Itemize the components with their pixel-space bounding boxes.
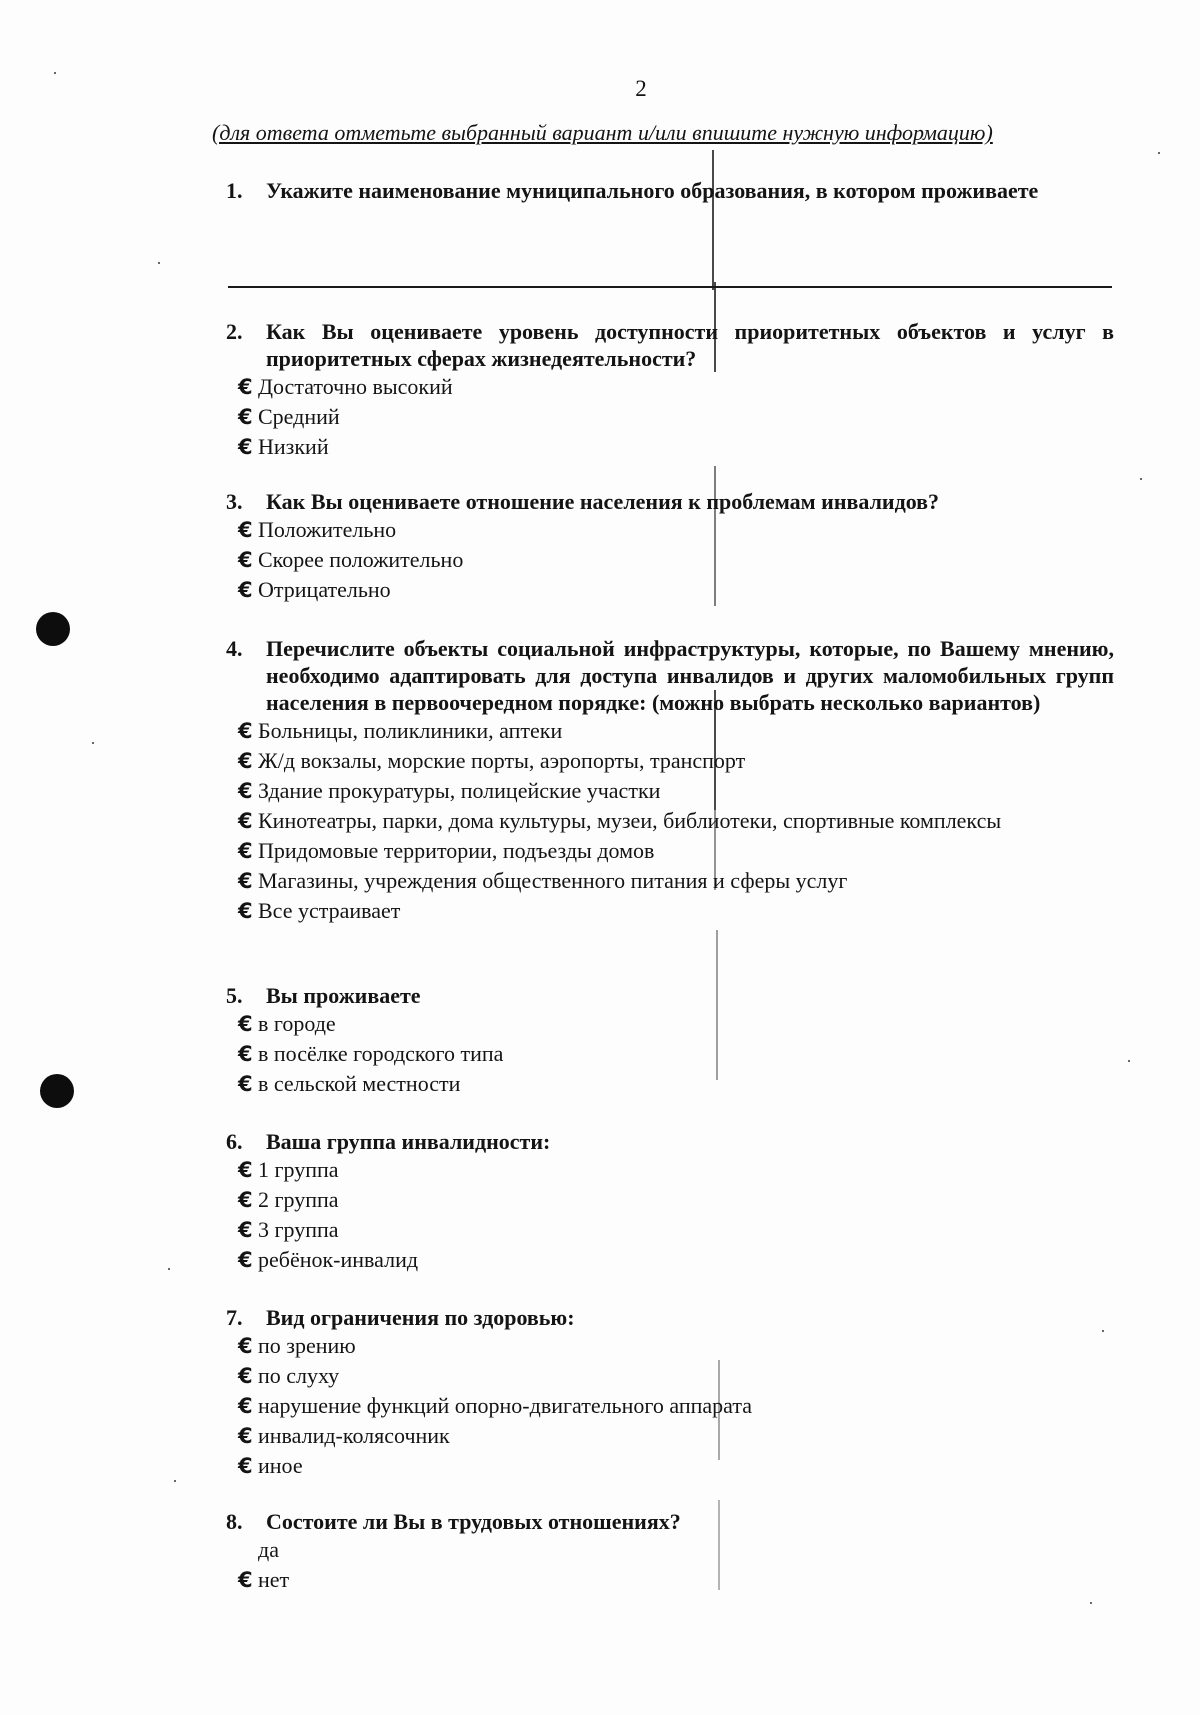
- question-number: 6.: [226, 1129, 243, 1154]
- option-yards-entrances[interactable]: [238, 836, 1114, 866]
- option-label: Магазины, учреждения общественного питания и сферы услуг: [258, 868, 848, 893]
- option-label: Все устраивает: [258, 898, 401, 923]
- answer-line-municipality[interactable]: [228, 286, 1112, 288]
- option-label: в сельской местности: [258, 1071, 461, 1096]
- option-label: 2 группа: [258, 1187, 339, 1212]
- option-label: по слуху: [258, 1363, 340, 1388]
- option-label: 1 группа: [258, 1157, 339, 1182]
- checkbox-marker-icon[interactable]: €: [238, 1012, 253, 1036]
- option-label: в посёлке городского типа: [258, 1041, 504, 1066]
- option-label: Больницы, поликлиники, аптеки: [258, 718, 563, 743]
- option-rural[interactable]: [238, 1069, 1114, 1099]
- checkbox-marker-icon[interactable]: €: [238, 1568, 253, 1592]
- option-shops-services[interactable]: [238, 866, 1114, 896]
- option-label: нарушение функций опорно-двигательного аппарата: [258, 1393, 752, 1418]
- option-label: нет: [258, 1567, 290, 1592]
- option-label: Придомовые территории, подъезды домов: [258, 838, 655, 863]
- question-number: 2.: [226, 319, 243, 344]
- question-1: [226, 177, 1114, 204]
- option-label: ребёнок-инвалид: [258, 1247, 419, 1272]
- scan-speck: [174, 1480, 176, 1482]
- option-musculoskeletal[interactable]: [238, 1391, 1114, 1421]
- checkbox-marker-icon[interactable]: €: [238, 1188, 253, 1212]
- option-label: Достаточно высокий: [258, 374, 453, 399]
- option-label: Средний: [258, 404, 340, 429]
- option-positive[interactable]: [238, 515, 1114, 545]
- question-text: Вид ограничения по здоровью:: [266, 1305, 575, 1330]
- option-hospitals[interactable]: [238, 716, 1114, 746]
- checkbox-marker-icon[interactable]: €: [238, 578, 253, 602]
- scan-artifact-line: [712, 150, 714, 290]
- question-number: 4.: [226, 636, 243, 661]
- checkbox-marker-icon[interactable]: €: [238, 1424, 253, 1448]
- checkbox-marker-icon[interactable]: €: [238, 1158, 253, 1182]
- scan-speck: [1140, 478, 1142, 480]
- page-number: 2: [635, 76, 647, 101]
- question-text: Состоите ли Вы в трудовых отношениях?: [266, 1509, 681, 1534]
- checkbox-marker-icon[interactable]: €: [238, 899, 253, 923]
- option-list: [238, 1535, 1114, 1595]
- checkbox-marker-icon[interactable]: €: [238, 809, 253, 833]
- option-other[interactable]: [238, 1451, 1114, 1481]
- checkbox-marker-icon[interactable]: €: [238, 1248, 253, 1272]
- instruction-text: (для ответа отметьте выбранный вариант и/или впишите нужную информацию): [212, 120, 993, 145]
- checkbox-marker-icon[interactable]: €: [238, 869, 253, 893]
- option-medium[interactable]: [238, 402, 1114, 432]
- option-hearing[interactable]: [238, 1361, 1114, 1391]
- checkbox-marker-icon[interactable]: €: [238, 435, 253, 459]
- question-4: [226, 635, 1114, 926]
- option-list: [238, 716, 1114, 926]
- question-text: Как Вы оцениваете отношение населения к проблемам инвалидов?: [266, 489, 940, 514]
- scan-speck: [1158, 152, 1160, 154]
- option-vision[interactable]: [238, 1331, 1114, 1361]
- checkbox-marker-icon[interactable]: €: [238, 779, 253, 803]
- checkbox-marker-icon[interactable]: €: [238, 1454, 253, 1478]
- scan-speck: [92, 742, 94, 744]
- option-label: Скорее положительно: [258, 547, 464, 572]
- option-group-3[interactable]: [238, 1215, 1114, 1245]
- question-text: Перечислите объекты социальной инфраструктуры, которые, по Вашему мнению, необходимо адаптировать для доступа инвалидов и других маломобильных групп населения в первоочередном порядке: (можно выбрать несколько вариантов): [266, 636, 1114, 715]
- option-disabled-child[interactable]: [238, 1245, 1114, 1275]
- checkbox-marker-icon[interactable]: €: [238, 1042, 253, 1066]
- option-label: Положительно: [258, 517, 397, 542]
- question-6: [226, 1128, 1114, 1275]
- option-label: да: [258, 1537, 279, 1562]
- option-label: Кинотеатры, парки, дома культуры, музеи, библиотеки, спортивные комплексы: [258, 808, 1002, 833]
- option-prosecutor-police[interactable]: [238, 776, 1114, 806]
- question-text: Укажите наименование муниципального образования, в котором проживаете: [266, 178, 1039, 203]
- punch-hole-mark: [40, 1074, 74, 1108]
- option-list: [238, 372, 1114, 462]
- scan-speck: [1090, 1602, 1092, 1604]
- option-label: инвалид-колясочник: [258, 1423, 450, 1448]
- checkbox-marker-icon[interactable]: €: [238, 1072, 253, 1096]
- question-number: 7.: [226, 1305, 243, 1330]
- checkbox-marker-icon[interactable]: €: [238, 1394, 253, 1418]
- option-label: по зрению: [258, 1333, 356, 1358]
- option-transport[interactable]: [238, 746, 1114, 776]
- option-wheelchair[interactable]: [238, 1421, 1114, 1451]
- option-label: Низкий: [258, 434, 329, 459]
- checkbox-marker-icon[interactable]: €: [238, 719, 253, 743]
- scan-speck: [168, 1268, 170, 1270]
- option-rather-positive[interactable]: [238, 545, 1114, 575]
- checkbox-marker-icon[interactable]: €: [238, 1334, 253, 1358]
- option-no[interactable]: [238, 1565, 1114, 1595]
- option-list: [238, 1331, 1114, 1481]
- checkbox-marker-icon[interactable]: €: [238, 839, 253, 863]
- option-all-satisfied[interactable]: [238, 896, 1114, 926]
- option-label: 3 группа: [258, 1217, 339, 1242]
- question-number: 8.: [226, 1509, 243, 1534]
- question-2: [226, 318, 1114, 462]
- option-low[interactable]: [238, 432, 1114, 462]
- checkbox-marker-icon[interactable]: €: [238, 518, 253, 542]
- option-label: иное: [258, 1453, 303, 1478]
- question-7: [226, 1304, 1114, 1481]
- option-yes[interactable]: [238, 1535, 1114, 1565]
- punch-hole-mark: [36, 612, 70, 646]
- option-label: Здание прокуратуры, полицейские участки: [258, 778, 661, 803]
- checkbox-marker-icon[interactable]: €: [238, 548, 253, 572]
- question-8: [226, 1508, 1114, 1595]
- option-high[interactable]: [238, 372, 1114, 402]
- option-culture-sport[interactable]: [238, 806, 1114, 836]
- checkbox-marker-icon[interactable]: €: [238, 375, 253, 399]
- checkbox-marker-icon[interactable]: €: [238, 1218, 253, 1242]
- checkbox-marker-icon[interactable]: €: [238, 749, 253, 773]
- question-text: Вы проживаете: [266, 983, 421, 1008]
- option-list: [238, 1155, 1114, 1275]
- checkbox-marker-icon[interactable]: €: [238, 1364, 253, 1388]
- option-label: Ж/д вокзалы, морские порты, аэропорты, транспорт: [258, 748, 746, 773]
- question-3: [226, 488, 1114, 605]
- question-number: 5.: [226, 983, 243, 1008]
- question-text: Как Вы оцениваете уровень доступности приоритетных объектов и услуг в приоритетных сферах жизнедеятельности?: [266, 319, 1114, 371]
- checkbox-marker-icon[interactable]: €: [238, 405, 253, 429]
- question-number: 1.: [226, 178, 243, 203]
- option-label: в городе: [258, 1011, 336, 1036]
- option-negative[interactable]: [238, 575, 1114, 605]
- scan-speck: [1128, 1060, 1130, 1062]
- option-label: Отрицательно: [258, 577, 391, 602]
- option-city[interactable]: [238, 1009, 1114, 1039]
- scan-speck: [54, 72, 56, 74]
- option-list: [238, 1009, 1114, 1099]
- question-text: Ваша группа инвалидности:: [266, 1129, 551, 1154]
- option-urban-settlement[interactable]: [238, 1039, 1114, 1069]
- question-number: 3.: [226, 489, 243, 514]
- question-5: [226, 982, 1114, 1099]
- scan-speck: [158, 262, 160, 264]
- option-group-1[interactable]: [238, 1155, 1114, 1185]
- option-list: [238, 515, 1114, 605]
- option-group-2[interactable]: [238, 1185, 1114, 1215]
